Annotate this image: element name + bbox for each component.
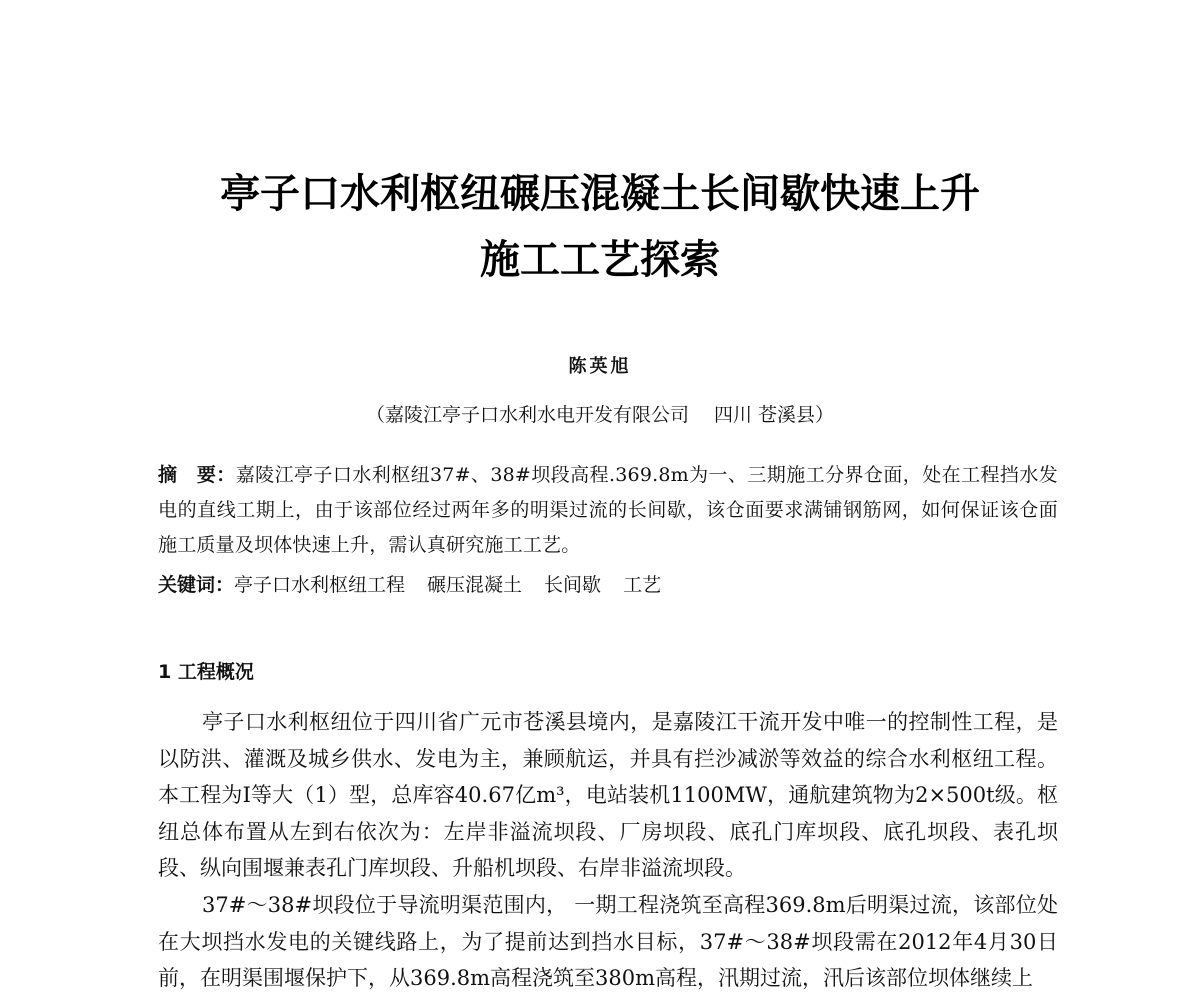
body-paragraph: 亭子口水利枢纽位于四川省广元市苍溪县境内，是嘉陵江干流开发中唯一的控制性工程，是以防洪、灌溉及城乡供水、发电为主，兼顾航运，并具有拦沙减淤等效益的综合水利枢纽工程。本工程为Ⅰ等大（1）型，总库容40.67亿m³，电站装机1100MW，通航建筑物为2×500t级。枢纽总体布置从左到右依次为：左岸非溢流坝段、厂房坝段、底孔门库坝段、底孔坝段、表孔坝段、纵向围堰兼表孔门库坝段、升船机坝段、右岸非溢流坝段。 xyxy=(158,710,1058,880)
keyword: 长间歇 xyxy=(544,574,602,596)
keywords-label: 关键词： xyxy=(158,574,235,596)
abstract-label: 摘 要： xyxy=(158,464,236,486)
abstract-text: 嘉陵江亭子口水利枢纽37#、38#坝段高程.369.8m为一、三期施工分界仓面，处在工程挡水发电的直线工期上，由于该部位经过两年多的明渠过流的长间歇，该仓面要求满铺钢筋网，如何保证该仓面施工质量及坝体快速上升，需认真研究施工工艺。 xyxy=(158,464,1058,556)
keyword: 工艺 xyxy=(623,574,662,596)
keyword: 亭子口水利枢纽工程 xyxy=(234,574,406,596)
body-paragraph: 37#～38#坝段位于导流明渠范围内， 一期工程浇筑至高程369.8m后明渠过流，该部位处在大坝挡水发电的关键线路上，为了提前达到挡水目标，37#～38#坝段需在2012年4月30日前，在明渠围堰保护下，从369.8m高程浇筑至380m高程，汛期过流，汛后该部位坝体继续上 xyxy=(158,893,1058,990)
paper-title-line-2: 施工工艺探索 xyxy=(480,237,720,283)
paper-title-line-1: 亭子口水利枢纽碾压混凝土长间歇快速上升 xyxy=(220,171,980,217)
keywords xyxy=(158,568,1058,603)
author-name: 陈英旭 xyxy=(568,356,632,377)
section-heading: 1 工程概况 xyxy=(158,661,254,683)
abstract xyxy=(158,458,1058,563)
author-affiliation: （嘉陵江亭子口水利水电开发有限公司 四川 苍溪县） xyxy=(365,404,835,426)
keyword: 碾压混凝土 xyxy=(427,574,523,596)
